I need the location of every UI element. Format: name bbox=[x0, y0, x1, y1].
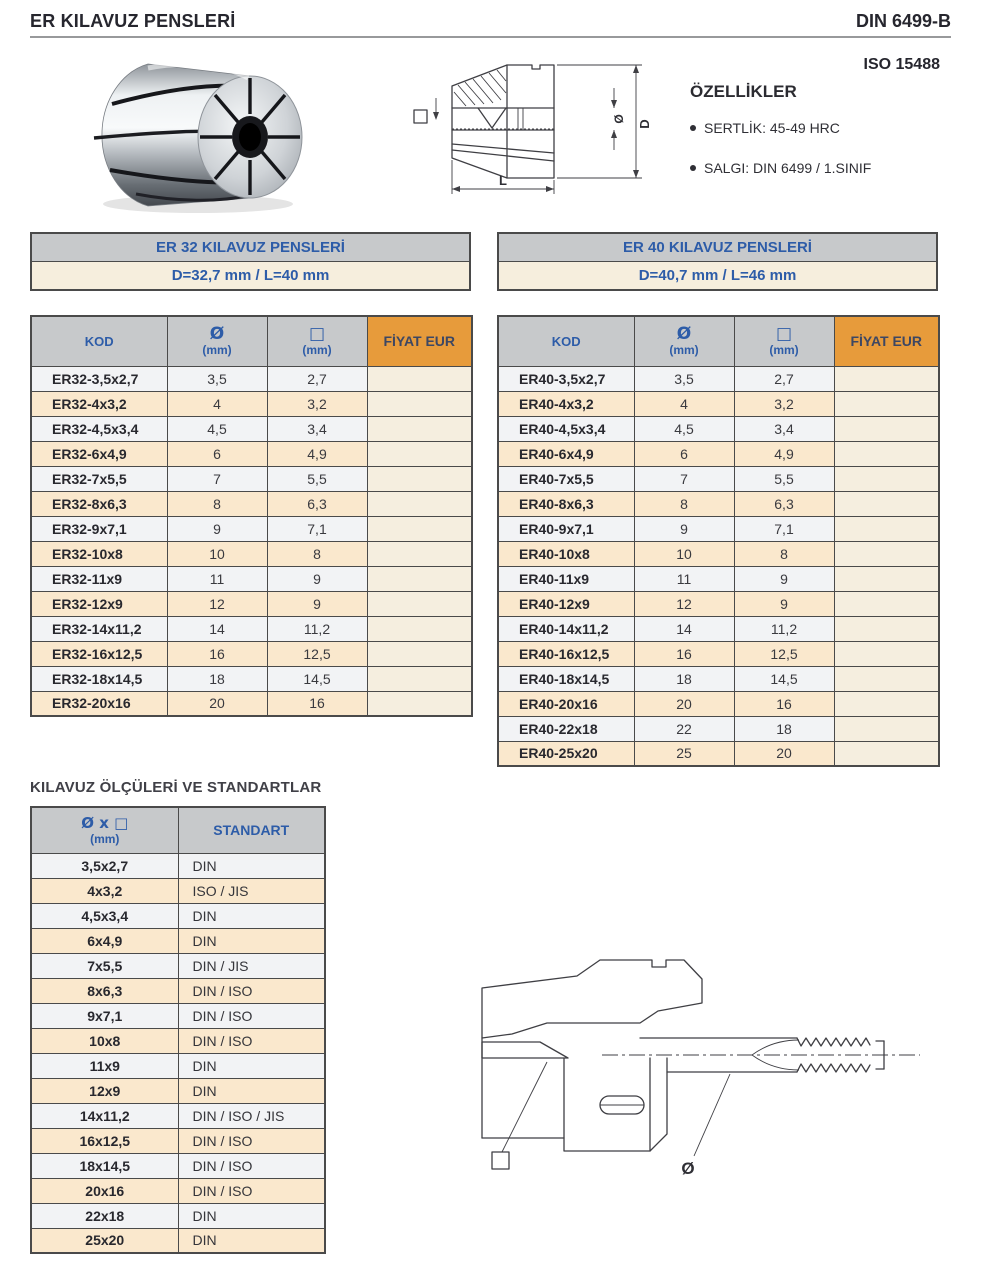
col-header-diameter: Ø (mm) bbox=[634, 316, 734, 366]
diameter-value-cell: 9 bbox=[634, 516, 734, 541]
iso-standard-label: ISO 15488 bbox=[863, 56, 940, 73]
size-cell: 6x4,9 bbox=[31, 928, 178, 953]
diameter-value-cell: 7 bbox=[634, 466, 734, 491]
price-cell bbox=[367, 391, 472, 416]
size-cell: 10x8 bbox=[31, 1028, 178, 1053]
square-value-cell: 7,1 bbox=[267, 516, 367, 541]
product-code-cell: ER32-4x3,2 bbox=[31, 391, 167, 416]
table-row bbox=[31, 1103, 325, 1128]
col-header-price: FİYAT EUR bbox=[834, 316, 939, 366]
table-row bbox=[31, 1003, 325, 1028]
table-row bbox=[31, 641, 472, 666]
diameter-value-cell: 20 bbox=[167, 691, 267, 716]
square-value-cell: 8 bbox=[267, 541, 367, 566]
standard-cell: DIN bbox=[178, 853, 325, 878]
price-cell bbox=[834, 591, 939, 616]
square-value-cell: 2,7 bbox=[267, 366, 367, 391]
square-value-cell: 3,2 bbox=[267, 391, 367, 416]
er40-banner-subtitle: D=40,7 mm / L=46 mm bbox=[499, 262, 936, 289]
price-cell bbox=[367, 466, 472, 491]
square-symbol bbox=[492, 1152, 509, 1169]
product-code-cell: ER32-11x9 bbox=[31, 566, 167, 591]
table-row bbox=[31, 666, 472, 691]
price-cell bbox=[834, 566, 939, 591]
product-code-cell: ER32-8x6,3 bbox=[31, 491, 167, 516]
product-code-cell: ER40-9x7,1 bbox=[498, 516, 634, 541]
standard-cell: DIN bbox=[178, 903, 325, 928]
price-cell bbox=[834, 366, 939, 391]
diameter-value-cell: 11 bbox=[167, 566, 267, 591]
er32-header-row bbox=[31, 316, 472, 366]
col-header-diameter: Ø (mm) bbox=[167, 316, 267, 366]
feature-item: SERTLİK: 45-49 HRC bbox=[690, 120, 960, 136]
table-row bbox=[498, 516, 939, 541]
price-cell bbox=[834, 516, 939, 541]
product-code-cell: ER32-20x16 bbox=[31, 691, 167, 716]
size-cell: 8x6,3 bbox=[31, 978, 178, 1003]
diameter-value-cell: 18 bbox=[634, 666, 734, 691]
diameter-value-cell: 3,5 bbox=[634, 366, 734, 391]
diameter-value-cell: 12 bbox=[634, 591, 734, 616]
size-cell: 4,5x3,4 bbox=[31, 903, 178, 928]
diameter-value-cell: 20 bbox=[634, 691, 734, 716]
er32-banner-subtitle: D=32,7 mm / L=40 mm bbox=[32, 262, 469, 289]
diameter-symbol: Ø bbox=[209, 324, 225, 345]
table-row bbox=[31, 691, 472, 716]
diameter-value-cell: 22 bbox=[634, 716, 734, 741]
table-row bbox=[498, 716, 939, 741]
diameter-value-cell: 10 bbox=[634, 541, 734, 566]
square-value-cell: 11,2 bbox=[734, 616, 834, 641]
square-value-cell: 9 bbox=[734, 591, 834, 616]
square-value-cell: 16 bbox=[734, 691, 834, 716]
product-code-cell: ER40-18x14,5 bbox=[498, 666, 634, 691]
table-row bbox=[31, 1078, 325, 1103]
product-code-cell: ER40-4,5x3,4 bbox=[498, 416, 634, 441]
product-code-cell: ER32-3,5x2,7 bbox=[31, 366, 167, 391]
price-cell bbox=[834, 616, 939, 641]
diameter-value-cell: 6 bbox=[167, 441, 267, 466]
product-code-cell: ER32-6x4,9 bbox=[31, 441, 167, 466]
diameter-value-cell: 18 bbox=[167, 666, 267, 691]
collet-photo bbox=[78, 52, 323, 217]
product-code-cell: ER32-9x7,1 bbox=[31, 516, 167, 541]
features-section bbox=[690, 82, 960, 200]
table-row bbox=[31, 516, 472, 541]
square-value-cell: 14,5 bbox=[734, 666, 834, 691]
standards-table bbox=[30, 806, 326, 1254]
standard-cell: DIN / JIS bbox=[178, 953, 325, 978]
diameter-value-cell: 12 bbox=[167, 591, 267, 616]
table-row bbox=[498, 741, 939, 766]
size-cell: 25x20 bbox=[31, 1228, 178, 1253]
header-divider bbox=[30, 36, 951, 38]
table-row bbox=[31, 1153, 325, 1178]
col-header-price: FİYAT EUR bbox=[367, 316, 472, 366]
price-cell bbox=[834, 466, 939, 491]
product-code-cell: ER32-7x5,5 bbox=[31, 466, 167, 491]
table-row bbox=[31, 1128, 325, 1153]
square-value-cell: 3,4 bbox=[734, 416, 834, 441]
col-header-square: □ (mm) bbox=[267, 316, 367, 366]
product-code-cell: ER40-8x6,3 bbox=[498, 491, 634, 516]
price-cell bbox=[367, 666, 472, 691]
standard-cell: DIN / ISO bbox=[178, 1153, 325, 1178]
er32-table bbox=[30, 315, 473, 717]
square-symbol: □ bbox=[775, 324, 793, 345]
product-code-cell: ER32-14x11,2 bbox=[31, 616, 167, 641]
table-row bbox=[31, 903, 325, 928]
page-title: ER KILAVUZ PENSLERİ bbox=[30, 11, 236, 31]
square-value-cell: 9 bbox=[267, 591, 367, 616]
size-cell: 3,5x2,7 bbox=[31, 853, 178, 878]
price-cell bbox=[367, 566, 472, 591]
price-cell bbox=[367, 541, 472, 566]
diameter-value-cell: 10 bbox=[167, 541, 267, 566]
er32-banner-title: ER 32 KILAVUZ PENSLERİ bbox=[32, 234, 469, 262]
square-value-cell: 16 bbox=[267, 691, 367, 716]
size-cell: 4x3,2 bbox=[31, 878, 178, 903]
chuck-tap-drawing bbox=[452, 946, 967, 1186]
square-symbol bbox=[414, 110, 427, 123]
size-cell: 20x16 bbox=[31, 1178, 178, 1203]
features-list bbox=[690, 120, 960, 176]
square-value-cell: 3,2 bbox=[734, 391, 834, 416]
product-code-cell: ER40-12x9 bbox=[498, 591, 634, 616]
price-cell bbox=[367, 691, 472, 716]
product-code-cell: ER40-10x8 bbox=[498, 541, 634, 566]
product-code-cell: ER40-14x11,2 bbox=[498, 616, 634, 641]
feature-item: SALGI: DIN 6499 / 1.SINIF bbox=[690, 160, 960, 176]
diameter-symbol: Ø bbox=[676, 324, 692, 345]
square-value-cell: 12,5 bbox=[734, 641, 834, 666]
standard-cell: DIN bbox=[178, 1203, 325, 1228]
product-code-cell: ER40-7x5,5 bbox=[498, 466, 634, 491]
table-row bbox=[498, 416, 939, 441]
product-code-cell: ER40-3,5x2,7 bbox=[498, 366, 634, 391]
table-row bbox=[498, 391, 939, 416]
price-cell bbox=[367, 441, 472, 466]
square-value-cell: 3,4 bbox=[267, 416, 367, 441]
product-code-cell: ER32-12x9 bbox=[31, 591, 167, 616]
table-row bbox=[31, 441, 472, 466]
square-value-cell: 5,5 bbox=[734, 466, 834, 491]
price-cell bbox=[834, 441, 939, 466]
table-row bbox=[498, 366, 939, 391]
square-value-cell: 4,9 bbox=[267, 441, 367, 466]
size-cell: 9x7,1 bbox=[31, 1003, 178, 1028]
table-row bbox=[31, 1053, 325, 1078]
price-cell bbox=[834, 641, 939, 666]
price-cell bbox=[834, 716, 939, 741]
price-cell bbox=[367, 491, 472, 516]
square-value-cell: 4,9 bbox=[734, 441, 834, 466]
diameter-value-cell: 6 bbox=[634, 441, 734, 466]
size-cell: 14x11,2 bbox=[31, 1103, 178, 1128]
standard-cell: DIN / ISO bbox=[178, 1028, 325, 1053]
diameter-symbol-label: Ø bbox=[681, 1159, 695, 1178]
col-header-kod: KOD bbox=[31, 316, 167, 366]
diameter-value-cell: 16 bbox=[167, 641, 267, 666]
table-row bbox=[31, 366, 472, 391]
price-cell bbox=[834, 541, 939, 566]
square-value-cell: 7,1 bbox=[734, 516, 834, 541]
standard-cell: DIN bbox=[178, 1053, 325, 1078]
size-symbols: Ø x □ bbox=[81, 814, 129, 833]
square-value-cell: 6,3 bbox=[267, 491, 367, 516]
dim-label-d: D bbox=[637, 119, 652, 129]
standard-cell: ISO / JIS bbox=[178, 878, 325, 903]
size-cell: 11x9 bbox=[31, 1053, 178, 1078]
table-row bbox=[498, 691, 939, 716]
table-row bbox=[31, 928, 325, 953]
table-row bbox=[31, 566, 472, 591]
table-row bbox=[498, 491, 939, 516]
price-cell bbox=[367, 616, 472, 641]
table-row bbox=[498, 666, 939, 691]
table-row bbox=[31, 978, 325, 1003]
product-code-cell: ER32-18x14,5 bbox=[31, 666, 167, 691]
er40-banner-title: ER 40 KILAVUZ PENSLERİ bbox=[499, 234, 936, 262]
product-code-cell: ER40-25x20 bbox=[498, 741, 634, 766]
table-row bbox=[31, 541, 472, 566]
dim-label-diameter: Ø bbox=[612, 114, 626, 124]
table-row bbox=[498, 566, 939, 591]
diameter-value-cell: 25 bbox=[634, 741, 734, 766]
diameter-value-cell: 4,5 bbox=[167, 416, 267, 441]
price-cell bbox=[834, 691, 939, 716]
diameter-value-cell: 4 bbox=[167, 391, 267, 416]
size-cell: 16x12,5 bbox=[31, 1128, 178, 1153]
table-row bbox=[31, 466, 472, 491]
diameter-value-cell: 8 bbox=[167, 491, 267, 516]
price-cell bbox=[834, 491, 939, 516]
square-value-cell: 9 bbox=[734, 566, 834, 591]
diameter-value-cell: 4 bbox=[634, 391, 734, 416]
er40-table bbox=[497, 315, 940, 767]
square-value-cell: 11,2 bbox=[267, 616, 367, 641]
er40-banner bbox=[497, 232, 938, 291]
square-value-cell: 6,3 bbox=[734, 491, 834, 516]
er32-banner bbox=[30, 232, 471, 291]
table-row bbox=[31, 591, 472, 616]
price-cell bbox=[367, 366, 472, 391]
price-cell bbox=[367, 516, 472, 541]
size-cell: 12x9 bbox=[31, 1078, 178, 1103]
table-row bbox=[31, 878, 325, 903]
standard-cell: DIN / ISO / JIS bbox=[178, 1103, 325, 1128]
square-value-cell: 2,7 bbox=[734, 366, 834, 391]
price-cell bbox=[834, 416, 939, 441]
table-row bbox=[31, 853, 325, 878]
diameter-value-cell: 14 bbox=[634, 616, 734, 641]
product-code-cell: ER32-10x8 bbox=[31, 541, 167, 566]
size-cell: 7x5,5 bbox=[31, 953, 178, 978]
standards-header-row bbox=[31, 807, 325, 853]
table-row bbox=[498, 616, 939, 641]
table-row bbox=[31, 1203, 325, 1228]
col-header-standard: STANDART bbox=[178, 807, 325, 853]
diameter-value-cell: 14 bbox=[167, 616, 267, 641]
table-row bbox=[31, 1028, 325, 1053]
din-standard-label: DIN 6499-B bbox=[855, 11, 951, 31]
price-cell bbox=[834, 666, 939, 691]
table-row bbox=[31, 391, 472, 416]
price-cell bbox=[367, 591, 472, 616]
standard-cell: DIN / ISO bbox=[178, 1128, 325, 1153]
table-row bbox=[31, 616, 472, 641]
standard-cell: DIN / ISO bbox=[178, 1003, 325, 1028]
table-row bbox=[31, 953, 325, 978]
col-header-square: □ (mm) bbox=[734, 316, 834, 366]
square-symbol: □ bbox=[308, 324, 326, 345]
product-code-cell: ER40-6x4,9 bbox=[498, 441, 634, 466]
er40-header-row bbox=[498, 316, 939, 366]
standard-cell: DIN / ISO bbox=[178, 978, 325, 1003]
diameter-value-cell: 4,5 bbox=[634, 416, 734, 441]
standards-heading: KILAVUZ ÖLÇÜLERİ VE STANDARTLAR bbox=[30, 779, 322, 796]
square-value-cell: 12,5 bbox=[267, 641, 367, 666]
col-header-size: Ø x □ (mm) bbox=[31, 807, 178, 853]
table-row bbox=[498, 591, 939, 616]
product-code-cell: ER40-20x16 bbox=[498, 691, 634, 716]
table-row bbox=[31, 1228, 325, 1253]
table-row bbox=[31, 1178, 325, 1203]
size-cell: 22x18 bbox=[31, 1203, 178, 1228]
table-row bbox=[31, 416, 472, 441]
table-row bbox=[498, 466, 939, 491]
price-cell bbox=[367, 416, 472, 441]
table-row bbox=[498, 641, 939, 666]
dim-label-l: L bbox=[499, 173, 507, 188]
table-row bbox=[498, 441, 939, 466]
square-value-cell: 14,5 bbox=[267, 666, 367, 691]
product-code-cell: ER40-4x3,2 bbox=[498, 391, 634, 416]
standard-cell: DIN / ISO bbox=[178, 1178, 325, 1203]
diameter-value-cell: 7 bbox=[167, 466, 267, 491]
standard-cell: DIN bbox=[178, 1078, 325, 1103]
features-heading: ÖZELLİKLER bbox=[690, 82, 797, 101]
product-code-cell: ER40-11x9 bbox=[498, 566, 634, 591]
diameter-value-cell: 8 bbox=[634, 491, 734, 516]
standard-cell: DIN bbox=[178, 1228, 325, 1253]
collet-section-drawing bbox=[402, 52, 667, 204]
price-cell bbox=[834, 391, 939, 416]
square-value-cell: 9 bbox=[267, 566, 367, 591]
diameter-value-cell: 11 bbox=[634, 566, 734, 591]
square-value-cell: 8 bbox=[734, 541, 834, 566]
col-header-kod: KOD bbox=[498, 316, 634, 366]
table-row bbox=[498, 541, 939, 566]
square-value-cell: 20 bbox=[734, 741, 834, 766]
product-code-cell: ER32-16x12,5 bbox=[31, 641, 167, 666]
size-cell: 18x14,5 bbox=[31, 1153, 178, 1178]
price-cell bbox=[834, 741, 939, 766]
diameter-value-cell: 3,5 bbox=[167, 366, 267, 391]
product-code-cell: ER40-22x18 bbox=[498, 716, 634, 741]
square-value-cell: 18 bbox=[734, 716, 834, 741]
price-cell bbox=[367, 641, 472, 666]
product-code-cell: ER32-4,5x3,4 bbox=[31, 416, 167, 441]
table-row bbox=[31, 491, 472, 516]
diameter-value-cell: 16 bbox=[634, 641, 734, 666]
product-code-cell: ER40-16x12,5 bbox=[498, 641, 634, 666]
square-value-cell: 5,5 bbox=[267, 466, 367, 491]
standard-cell: DIN bbox=[178, 928, 325, 953]
diameter-value-cell: 9 bbox=[167, 516, 267, 541]
